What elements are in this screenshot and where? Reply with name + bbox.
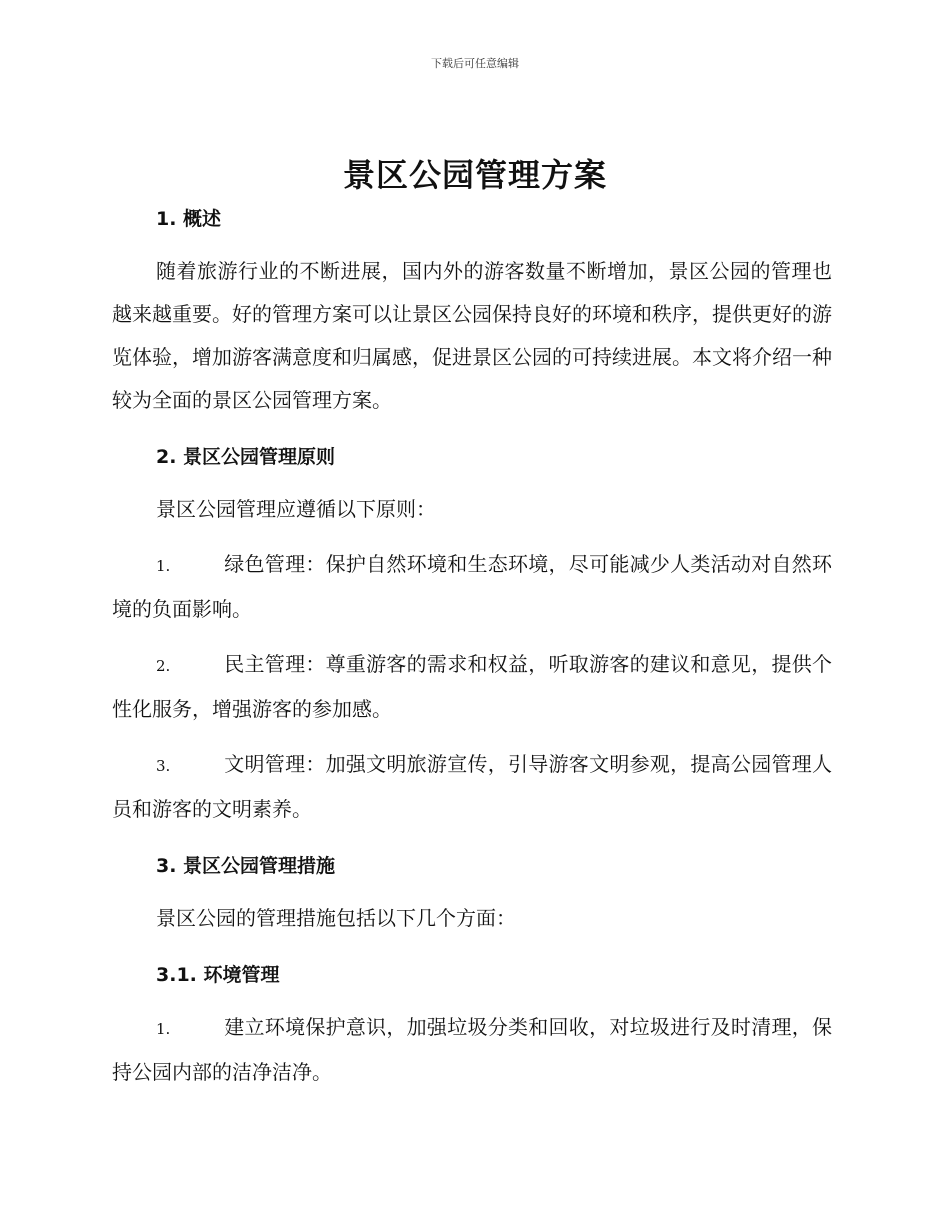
header-note: 下载后可任意编辑 bbox=[431, 57, 519, 70]
list-item bbox=[112, 643, 832, 731]
list-text: 绿色管理：保护自然环境和生态环境，尽可能减少人类活动对自然环境的负面影响。 bbox=[112, 552, 832, 621]
principles-intro: 景区公园管理应遵循以下原则： bbox=[156, 497, 436, 521]
section-heading-overview: 1. 概述 bbox=[156, 208, 222, 230]
section-heading-measures: 3. 景区公园管理措施 bbox=[156, 855, 336, 877]
list-text: 文明管理：加强文明旅游宣传，引导游客文明参观，提高公园管理人员和游客的文明素养。 bbox=[112, 752, 832, 821]
list-number: 1. bbox=[156, 557, 171, 575]
document-body bbox=[112, 200, 832, 1094]
list-text: 建立环境保护意识，加强垃圾分类和回收，对垃圾进行及时清理，保持公园内部的洁净洁净。 bbox=[112, 1015, 832, 1084]
list-number: 3. bbox=[156, 757, 171, 775]
list-number: 1. bbox=[156, 1020, 171, 1038]
subsection-heading-environment: 3.1. 环境管理 bbox=[156, 964, 280, 986]
measures-intro: 景区公园的管理措施包括以下几个方面： bbox=[156, 906, 516, 930]
list-item bbox=[112, 1006, 832, 1094]
list-number: 2. bbox=[156, 657, 171, 675]
list-text: 民主管理：尊重游客的需求和权益，听取游客的建议和意见，提供个性化服务，增强游客的参加感。 bbox=[112, 652, 832, 721]
list-item bbox=[112, 743, 832, 831]
list-item bbox=[112, 543, 832, 631]
section-heading-principles: 2. 景区公园管理原则 bbox=[156, 446, 336, 468]
document-title: 景区公园管理方案 bbox=[342, 156, 607, 194]
overview-paragraph: 随着旅游行业的不断进展，国内外的游客数量不断增加，景区公园的管理也越来越重要。好的管理方案可以让景区公园保持良好的环境和秩序，提供更好的游览体验，增加游客满意度和归属感，促进景区公园的可持续进展。本文将介绍一种较为全面的景区公园管理方案。 bbox=[112, 259, 832, 412]
